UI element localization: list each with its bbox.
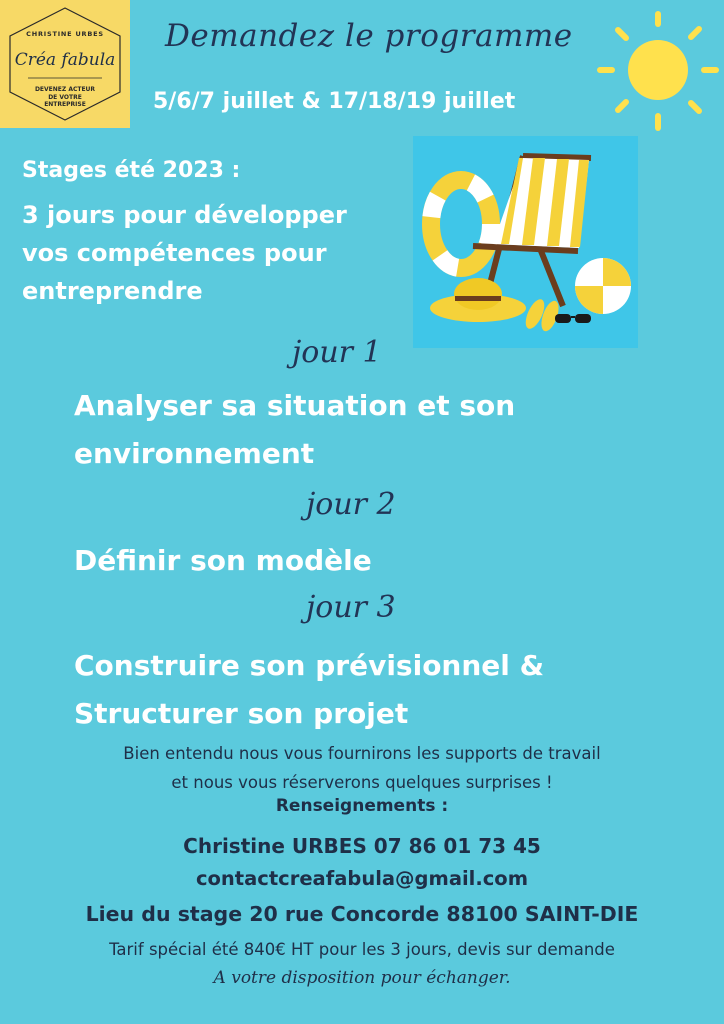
sun-icon [594, 8, 724, 138]
stages-description-line: entreprendre [22, 277, 203, 305]
pricing-info: Tarif spécial été 840€ HT pour les 3 jours, devis sur demande [109, 940, 615, 959]
logo-owner-name: CHRISTINE URBES [26, 30, 104, 38]
day-3-topic-line: Structurer son projet [74, 697, 409, 730]
availability-note: A votre disposition pour échanger. [213, 968, 511, 988]
stage-dates: 5/6/7 juillet & 17/18/19 juillet [153, 89, 516, 114]
logo-tagline-line: DE VOTRE [48, 93, 82, 101]
info-label: Renseignements : [275, 796, 449, 816]
venue-address: Lieu du stage 20 rue Concorde 88100 SAINT-DIE [85, 902, 639, 926]
logo-tagline-line: DEVENEZ ACTEUR [34, 86, 96, 93]
logo-brand-name: Créa fabula [14, 50, 116, 70]
logo-tagline-line: ENTREPRISE [44, 101, 86, 108]
day-1-topic-line: Analyser sa situation et son [74, 389, 516, 422]
page-title: Demandez le programme [165, 18, 573, 54]
day-2-topic-line: Définir son modèle [74, 544, 372, 577]
materials-note-line: Bien entendu nous vous fournirons les supports de travail [123, 744, 601, 763]
materials-note-line: et nous vous réserverons quelques surprises ! [171, 773, 553, 792]
day-1-topic-line: environnement [74, 437, 315, 470]
day-3-topic [74, 642, 694, 738]
contact-email[interactable]: contactcreafabula@gmail.com [195, 867, 529, 890]
beach-chair-illustration [413, 136, 638, 348]
stages-description [22, 196, 412, 310]
day-3-label: jour 3 [306, 590, 396, 625]
stages-description-line: vos compétences pour [22, 239, 327, 267]
day-1-topic [74, 382, 694, 478]
day-3-topic-line: Construire son prévisionnel & [74, 649, 545, 682]
logo-tagline [25, 86, 105, 109]
materials-note [0, 739, 724, 797]
beach-chair-icon [413, 136, 638, 348]
day-2-label: jour 2 [306, 487, 396, 522]
stages-description-line: 3 jours pour développer [22, 201, 347, 229]
stages-label: Stages été 2023 : [22, 158, 241, 183]
day-2-topic [74, 537, 694, 585]
contact-name-phone: Christine URBES 07 86 01 73 45 [183, 834, 541, 858]
brand-logo [0, 0, 130, 128]
day-1-label: jour 1 [292, 335, 382, 370]
